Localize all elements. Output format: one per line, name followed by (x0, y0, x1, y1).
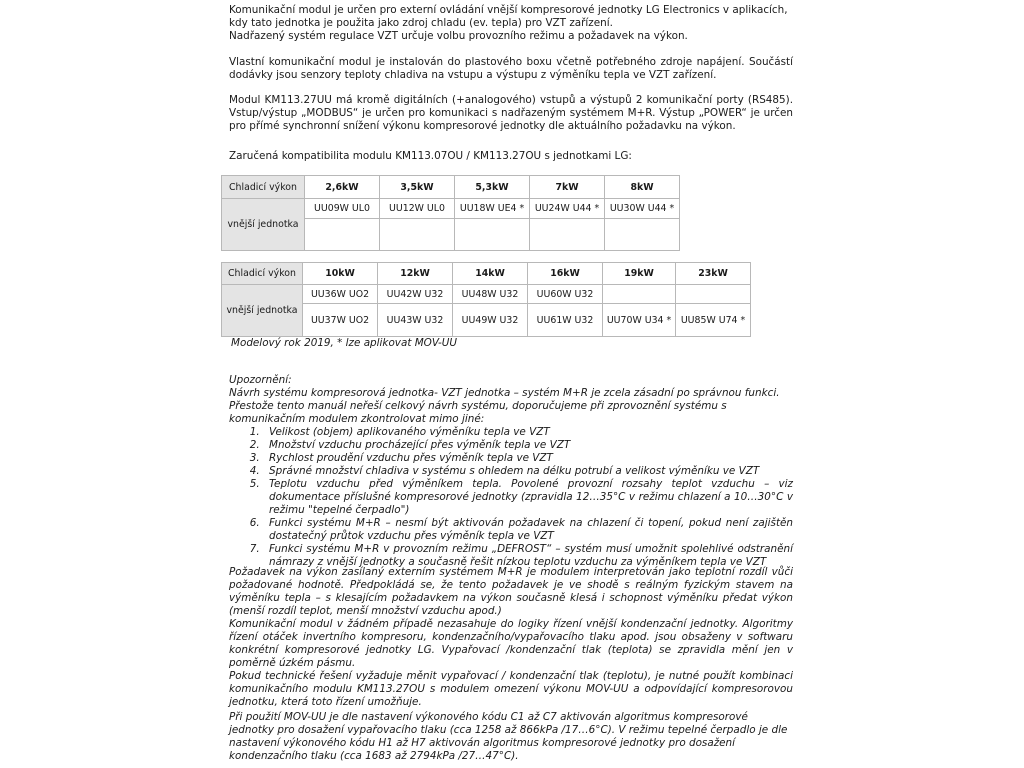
compat-heading: Zaručená kompatibilita modulu KM113.07OU / KM113.27OU s jednotkami LG: (229, 150, 632, 162)
capacity-cell: 14kW (453, 263, 528, 285)
checklist-item: 1. Velikost (objem) aplikovaného výměníku tepla ve VZT (263, 426, 793, 439)
unit-cell: UU12W UL0 (380, 199, 455, 219)
unit-cell: UU37W UO2 (303, 304, 378, 337)
unit-cell: UU18W UE4 * (455, 199, 530, 219)
checklist-item: 4. Správné množství chladiva v systému s ohledem na délku potrubí a velikost výměníku ve VZT (263, 465, 793, 478)
unit-cell (305, 219, 380, 251)
notes-section (229, 566, 793, 709)
unit-cell (455, 219, 530, 251)
capacity-cell: 3,5kW (380, 176, 455, 199)
checklist-item: 6. Funkci systému M+R – nesmí být aktivován požadavek na chlazení či topení, pokud není zajištěn dostatečný průtok vzduchu přes výměník tepla ve VZT (263, 517, 793, 543)
capacity-cell: 5,3kW (455, 176, 530, 199)
note-paragraph-1: Požadavek na výkon zasílaný externím systémem M+R je modulem interpretován jako teplotní rozdíl vůči požadované hodnotě. Předpokládá se, že tento požadavek je ve shodě s reálným fyzickým stavem na výměníku tepla – s klesajícím požadavkem na výkon současně klesá i schopnost výměníku předat výkon (menší rozdíl teplot, menší množství vzduchu apod.) (229, 566, 793, 617)
capacity-cell: 8kW (605, 176, 680, 199)
unit-cell: UU61W U32 (528, 304, 603, 337)
warning-title: Upozornění: (229, 374, 292, 386)
warning-checklist (229, 426, 793, 569)
note-paragraph-4: Při použití MOV-UU je dle nastavení výkonového kódu C1 až C7 aktivován algoritmus kompresorové jednotky pro dosažení vypařovacího tlaku (cca 1258 až 866kPa /17…6°C). V režimu tepelné čerpadlo je dle nastavení výkonového kódu H1 až H7 aktivován algoritmus kompresorové jednotky pro dosažení kondenzačního tlaku (cca 1683 až 2794kPa /27…47°C). (229, 711, 788, 762)
unit-cell: UU24W U44 * (530, 199, 605, 219)
capacity-label: Chladicí výkon (222, 176, 305, 199)
unit-cell: UU48W U32 (453, 285, 528, 304)
intro-paragraph-1: Komunikační modul je určen pro externí ovládání vnější kompresorové jednotky LG Electronics v aplikacích, kdy tato jednotka je použita jako zdroj chladu (ev. tepla) pro VZT zařízení. (229, 4, 788, 29)
capacity-cell: 19kW (603, 263, 676, 285)
capacity-cell: 23kW (676, 263, 751, 285)
unit-cell: UU70W U34 * (603, 304, 676, 337)
compat-table-2 (221, 262, 751, 337)
checklist-item: 5. Teplotu vzduchu před výměníkem tepla. Povolené provozní rozsahy teplot vzduchu – viz dokumentace příslušné kompresorové jednotky (zpravidla 12…35°C v režimu chlazení a 10…30°C v režimu "tepelné čerpadlo") (263, 478, 793, 517)
unit-label: vnější jednotka (222, 285, 303, 337)
capacity-cell: 12kW (378, 263, 453, 285)
unit-cell: UU30W U44 * (605, 199, 680, 219)
capacity-cell: 10kW (303, 263, 378, 285)
unit-cell: UU09W UL0 (305, 199, 380, 219)
capacity-cell: 16kW (528, 263, 603, 285)
table-row (222, 263, 751, 285)
unit-cell: UU43W U32 (378, 304, 453, 337)
unit-cell: UU49W U32 (453, 304, 528, 337)
capacity-label: Chladicí výkon (222, 263, 303, 285)
warning-line-2: Přestože tento manuál neřeší celkový návrh systému, doporučujeme při zprovoznění systému s komunikačním modulem zkontrolovat mimo jiné: (229, 400, 727, 425)
table-note: Modelový rok 2019, * lze aplikovat MOV-UU (231, 337, 458, 349)
warning-line-1: Návrh systému kompresorová jednotka- VZT jednotka – systém M+R je zcela zásadní po správnou funkci. (229, 387, 780, 399)
unit-cell (605, 219, 680, 251)
unit-cell: UU85W U74 * (676, 304, 751, 337)
intro-section (229, 4, 793, 43)
capacity-cell: 2,6kW (305, 176, 380, 199)
capacity-cell: 7kW (530, 176, 605, 199)
unit-cell (380, 219, 455, 251)
compat-table-1 (221, 175, 680, 251)
unit-cell: UU36W UO2 (303, 285, 378, 304)
table-row (222, 176, 680, 199)
checklist-item: 2. Množství vzduchu procházející přes výměník tepla ve VZT (263, 439, 793, 452)
checklist-item: 3. Rychlost proudění vzduchu přes výměník tepla ve VZT (263, 452, 793, 465)
table-row (222, 199, 680, 219)
unit-cell (530, 219, 605, 251)
intro-paragraph-2: Vlastní komunikační modul je instalován do plastového boxu včetně potřebného zdroje napájení. Součástí dodávky jsou senzory teploty chladiva na vstupu a výstupu z výměníku tepla ve VZT zařízení. (229, 56, 793, 81)
warning-section (229, 374, 793, 569)
note-paragraph-3: Pokud technické řešení vyžaduje měnit vypařovací / kondenzační tlak (teplotu), je nutné použít kombinaci komunikačního modulu KM113.27OU s modulem omezení výkonu MOV-UU a odpovídající kompresorovou jednotku, která toto řízení umožňuje. (229, 670, 793, 708)
note-paragraph-2: Komunikační modul v žádném případě nezasahuje do logiky řízení vnější kondenzační jednotky. Algoritmy řízení otáček invertního kompresoru, kondenzačního/vypařovacího tlaku apod. jsou obsaženy v softwaru konkrétní kompresorové jednotky LG. Vypařovací /kondenzační tlak (teplota) se zpravidla mění jen v poměrně úzkém pásmu. (229, 618, 793, 669)
unit-cell: UU42W U32 (378, 285, 453, 304)
checklist-item: 7. Funkci systému M+R v provozním režimu „DEFROST“ – systém musí umožnit spolehlivé odstranění námrazy z vnější jednotky a současně řešit nízkou teplotu vzduchu za výměníkem tepla ve VZT (263, 543, 793, 569)
table-row (222, 285, 751, 304)
intro-paragraph-3: Modul KM113.27UU má kromě digitálních (+analogového) vstupů a výstupů 2 komunikační porty (RS485). Vstup/výstup „MODBUS“ je určen pro komunikaci s nadřazeným systémem M+R. Výstup „POWER“ je určen pro přímé synchronní snížení výkonu kompresorové jednotky dle aktuálního požadavku na výkon. (229, 94, 793, 132)
unit-cell (603, 285, 676, 304)
unit-label: vnější jednotka (222, 199, 305, 251)
unit-cell: UU60W U32 (528, 285, 603, 304)
intro-paragraph-1b: Nadřazený systém regulace VZT určuje volbu provozního režimu a požadavek na výkon. (229, 30, 688, 42)
unit-cell (676, 285, 751, 304)
